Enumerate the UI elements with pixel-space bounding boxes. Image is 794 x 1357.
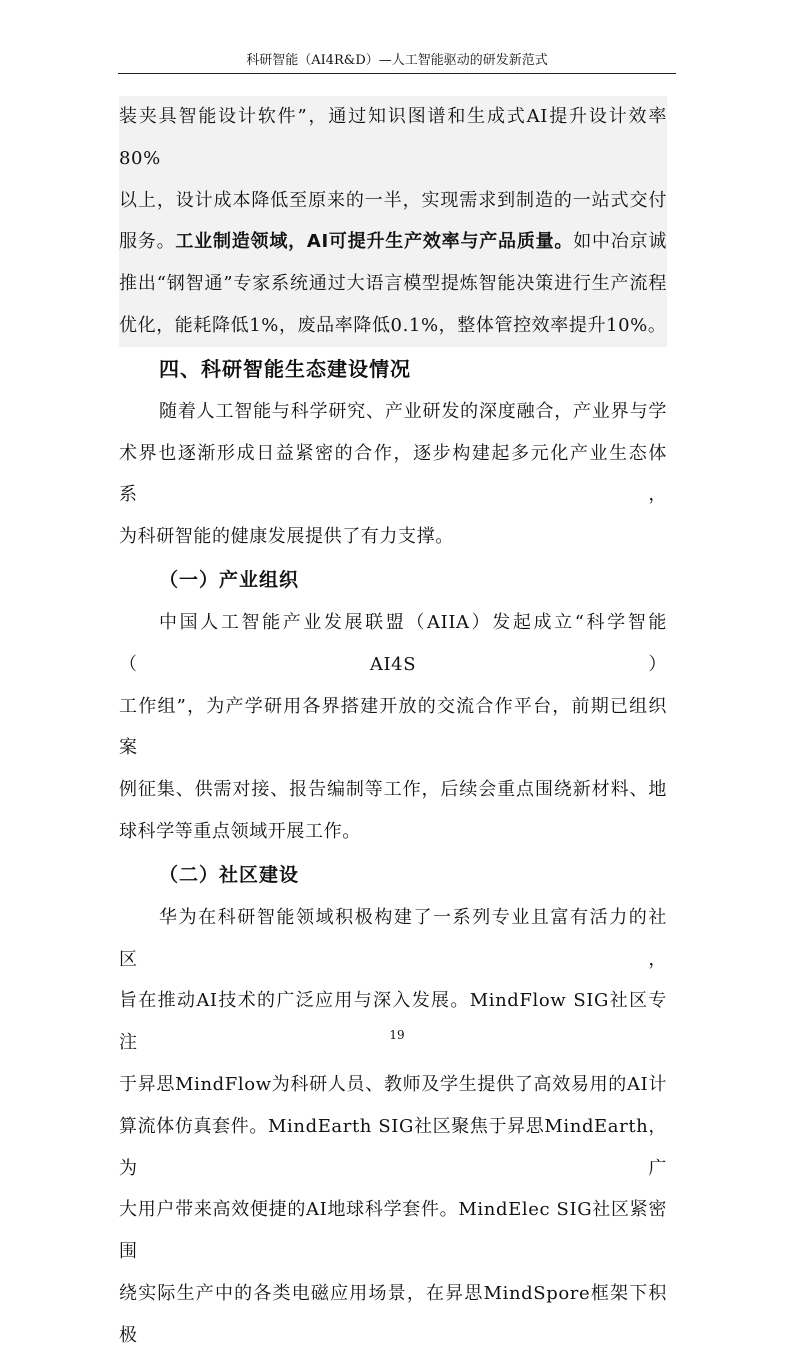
- text-line: 以上，设计成本降低至原来的一半，实现需求到制造的一站式交付: [119, 189, 667, 211]
- paragraph-industry-org: [119, 602, 667, 853]
- page-body: [119, 96, 667, 1357]
- text-line: 优化，能耗降低1%，废品率降低0.1%，整体管控效率提升10%。: [119, 314, 667, 336]
- text-line: 于昇思MindFlow为科研人员、教师及学生提供了高效易用的AI计: [119, 1073, 667, 1095]
- text-line: 算流体仿真套件。MindEarth SIG社区聚焦于昇思MindEarth，为广: [119, 1115, 667, 1179]
- text-run: 服务。: [119, 231, 176, 253]
- text-line: 装夹具智能设计软件”，通过知识图谱和生成式AI提升设计效率80%: [119, 106, 667, 169]
- text-line: 绕实际生产中的各类电磁应用场景，在昇思MindSpore框架下积极: [119, 1282, 667, 1346]
- subsection-heading-industry-org: （一）产业组织: [159, 568, 300, 591]
- paragraph-ecosystem-intro: [119, 391, 667, 558]
- text-run: 如中冶京诚: [573, 231, 667, 253]
- text-line: 球科学等重点领域开展工作。: [119, 820, 361, 842]
- page-number: 19: [389, 1028, 405, 1042]
- text-line: 推出“钢智通”专家系统通过大语言模型提炼智能决策进行生产流程: [119, 273, 667, 295]
- text-line: 例征集、供需对接、报告编制等工作，后续会重点围绕新材料、地: [119, 779, 667, 801]
- paragraph-community: [119, 897, 667, 1357]
- running-header: 科研智能（AI4R&D）—人工智能驱动的研发新范式: [246, 53, 548, 68]
- text-line: 随着人工智能与科学研究、产业研发的深度融合，产业界与学: [159, 400, 667, 422]
- text-line: 为科研智能的健康发展提供了有力支撑。: [119, 526, 454, 548]
- header-rule: [118, 73, 676, 74]
- text-line: 中国人工智能产业发展联盟（AIIA）发起成立“科学智能（AI4S）: [119, 611, 667, 675]
- text-line: 术界也逐渐形成日益紧密的合作，逐步构建起多元化产业生态体系，: [119, 442, 667, 506]
- bold-highlight: 工业制造领域，AI可提升生产效率与产品质量。: [175, 231, 574, 253]
- paragraph-industrial-cases: [119, 96, 667, 347]
- section-heading: 四、科研智能生态建设情况: [159, 356, 411, 381]
- text-line: 华为在科研智能领域积极构建了一系列专业且富有活力的社区，: [119, 906, 667, 970]
- text-line: 旨在推动AI技术的广泛应用与深入发展。MindFlow SIG社区专注: [119, 990, 667, 1054]
- text-line: 工作组”，为产学研用各界搭建开放的交流合作平台，前期已组织案: [119, 695, 667, 759]
- subsection-heading-community: （二）社区建设: [159, 863, 300, 886]
- text-line: 大用户带来高效便捷的AI地球科学套件。MindElec SIG社区紧密围: [119, 1199, 667, 1263]
- text-line: [119, 221, 667, 263]
